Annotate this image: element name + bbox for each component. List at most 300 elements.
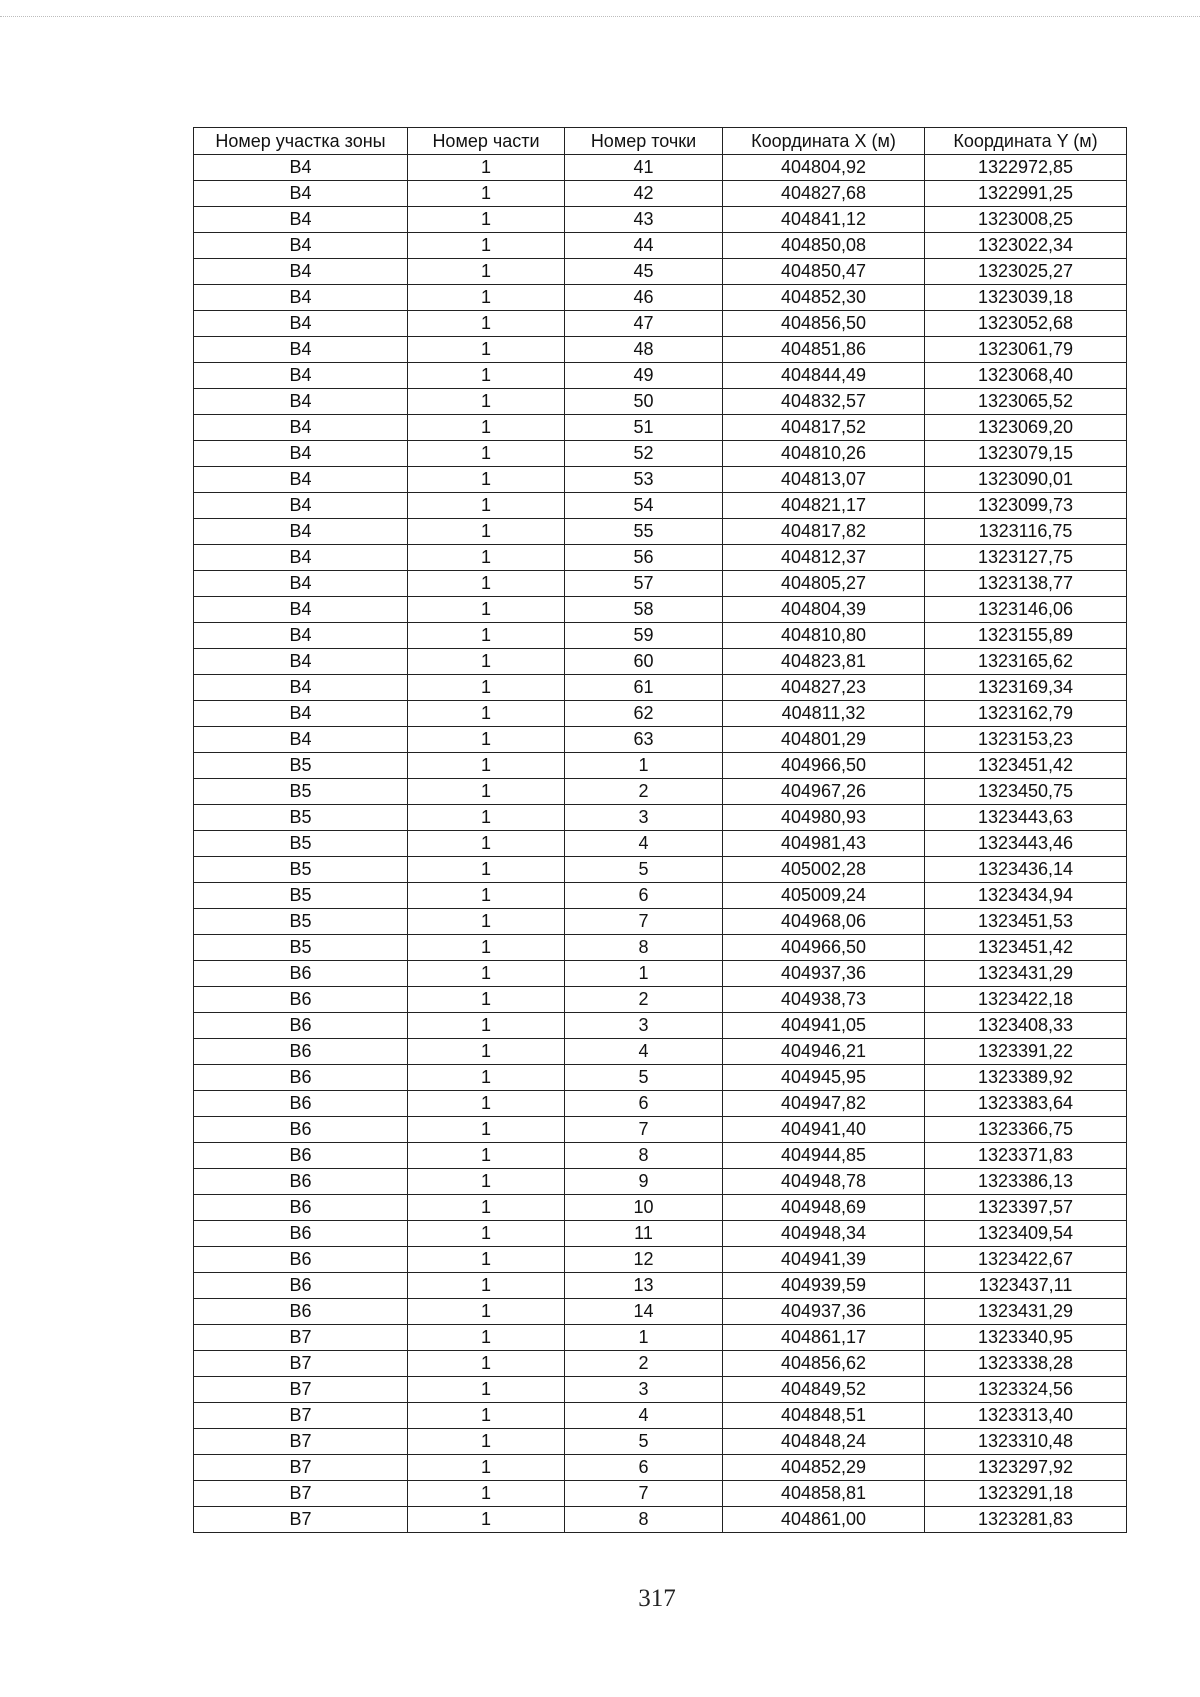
table-row bbox=[194, 1481, 1127, 1507]
cell-coordinate-y: 1323065,52 bbox=[925, 389, 1127, 415]
table-row bbox=[194, 883, 1127, 909]
table-row bbox=[194, 727, 1127, 753]
cell-coordinate-x: 404858,81 bbox=[723, 1481, 925, 1507]
table-row bbox=[194, 1169, 1127, 1195]
cell-part-number: 1 bbox=[408, 987, 565, 1013]
cell-point-number: 1 bbox=[565, 1325, 723, 1351]
cell-coordinate-y: 1323022,34 bbox=[925, 233, 1127, 259]
cell-part-number: 1 bbox=[408, 883, 565, 909]
cell-coordinate-y: 1323052,68 bbox=[925, 311, 1127, 337]
cell-coordinate-x: 404817,52 bbox=[723, 415, 925, 441]
cell-coordinate-x: 404948,78 bbox=[723, 1169, 925, 1195]
cell-coordinate-y: 1323146,06 bbox=[925, 597, 1127, 623]
cell-part-number: 1 bbox=[408, 1013, 565, 1039]
cell-part-number: 1 bbox=[408, 1377, 565, 1403]
cell-coordinate-x: 404811,32 bbox=[723, 701, 925, 727]
cell-point-number: 8 bbox=[565, 1143, 723, 1169]
cell-part-number: 1 bbox=[408, 831, 565, 857]
cell-point-number: 2 bbox=[565, 1351, 723, 1377]
table-row bbox=[194, 1195, 1127, 1221]
cell-coordinate-x: 404948,34 bbox=[723, 1221, 925, 1247]
cell-zone-section: В6 bbox=[194, 1195, 408, 1221]
table-row bbox=[194, 207, 1127, 233]
cell-point-number: 3 bbox=[565, 805, 723, 831]
table-row bbox=[194, 233, 1127, 259]
cell-coordinate-x: 404805,27 bbox=[723, 571, 925, 597]
cell-zone-section: В4 bbox=[194, 181, 408, 207]
cell-zone-section: В4 bbox=[194, 311, 408, 337]
table-row bbox=[194, 285, 1127, 311]
cell-coordinate-x: 404841,12 bbox=[723, 207, 925, 233]
cell-point-number: 51 bbox=[565, 415, 723, 441]
cell-coordinate-x: 404966,50 bbox=[723, 935, 925, 961]
cell-zone-section: В4 bbox=[194, 649, 408, 675]
cell-point-number: 2 bbox=[565, 987, 723, 1013]
cell-part-number: 1 bbox=[408, 181, 565, 207]
cell-part-number: 1 bbox=[408, 571, 565, 597]
cell-point-number: 57 bbox=[565, 571, 723, 597]
cell-coordinate-x: 404851,86 bbox=[723, 337, 925, 363]
table-row bbox=[194, 1065, 1127, 1091]
cell-point-number: 1 bbox=[565, 961, 723, 987]
cell-zone-section: В6 bbox=[194, 1273, 408, 1299]
cell-point-number: 60 bbox=[565, 649, 723, 675]
cell-coordinate-y: 1323165,62 bbox=[925, 649, 1127, 675]
cell-part-number: 1 bbox=[408, 1481, 565, 1507]
cell-point-number: 1 bbox=[565, 753, 723, 779]
cell-part-number: 1 bbox=[408, 441, 565, 467]
cell-coordinate-y: 1323443,46 bbox=[925, 831, 1127, 857]
cell-coordinate-y: 1323169,34 bbox=[925, 675, 1127, 701]
cell-coordinate-y: 1323422,18 bbox=[925, 987, 1127, 1013]
cell-part-number: 1 bbox=[408, 1299, 565, 1325]
table-row bbox=[194, 415, 1127, 441]
cell-coordinate-y: 1323389,92 bbox=[925, 1065, 1127, 1091]
table-row bbox=[194, 389, 1127, 415]
cell-point-number: 52 bbox=[565, 441, 723, 467]
cell-coordinate-y: 1323061,79 bbox=[925, 337, 1127, 363]
cell-zone-section: В4 bbox=[194, 415, 408, 441]
page-number: 317 bbox=[638, 1585, 676, 1612]
table-row bbox=[194, 909, 1127, 935]
cell-zone-section: В4 bbox=[194, 467, 408, 493]
cell-coordinate-y: 1323068,40 bbox=[925, 363, 1127, 389]
cell-point-number: 9 bbox=[565, 1169, 723, 1195]
cell-coordinate-y: 1323099,73 bbox=[925, 493, 1127, 519]
cell-coordinate-x: 404852,29 bbox=[723, 1455, 925, 1481]
table-row bbox=[194, 519, 1127, 545]
cell-zone-section: В6 bbox=[194, 1117, 408, 1143]
cell-coordinate-y: 1323162,79 bbox=[925, 701, 1127, 727]
cell-coordinate-x: 404812,37 bbox=[723, 545, 925, 571]
cell-coordinate-y: 1323069,20 bbox=[925, 415, 1127, 441]
cell-coordinate-y: 1323297,92 bbox=[925, 1455, 1127, 1481]
cell-point-number: 3 bbox=[565, 1377, 723, 1403]
table-row bbox=[194, 259, 1127, 285]
header-point-number: Номер точки bbox=[565, 128, 723, 155]
cell-part-number: 1 bbox=[408, 1351, 565, 1377]
cell-coordinate-x: 404938,73 bbox=[723, 987, 925, 1013]
table-row bbox=[194, 779, 1127, 805]
cell-part-number: 1 bbox=[408, 779, 565, 805]
cell-point-number: 54 bbox=[565, 493, 723, 519]
cell-point-number: 49 bbox=[565, 363, 723, 389]
cell-coordinate-y: 1323090,01 bbox=[925, 467, 1127, 493]
cell-zone-section: В7 bbox=[194, 1429, 408, 1455]
table-row bbox=[194, 1507, 1127, 1533]
table-row bbox=[194, 1039, 1127, 1065]
cell-part-number: 1 bbox=[408, 519, 565, 545]
cell-coordinate-x: 404848,51 bbox=[723, 1403, 925, 1429]
cell-point-number: 45 bbox=[565, 259, 723, 285]
cell-coordinate-y: 1323386,13 bbox=[925, 1169, 1127, 1195]
table-row bbox=[194, 1091, 1127, 1117]
table-row bbox=[194, 649, 1127, 675]
cell-point-number: 46 bbox=[565, 285, 723, 311]
cell-zone-section: В4 bbox=[194, 571, 408, 597]
table-row bbox=[194, 961, 1127, 987]
table-row bbox=[194, 363, 1127, 389]
cell-coordinate-x: 404945,95 bbox=[723, 1065, 925, 1091]
cell-part-number: 1 bbox=[408, 493, 565, 519]
cell-point-number: 47 bbox=[565, 311, 723, 337]
cell-zone-section: В6 bbox=[194, 1039, 408, 1065]
cell-point-number: 59 bbox=[565, 623, 723, 649]
cell-zone-section: В7 bbox=[194, 1351, 408, 1377]
table-row bbox=[194, 1429, 1127, 1455]
cell-part-number: 1 bbox=[408, 1221, 565, 1247]
cell-coordinate-y: 1323281,83 bbox=[925, 1507, 1127, 1533]
cell-point-number: 42 bbox=[565, 181, 723, 207]
cell-coordinate-y: 1323443,63 bbox=[925, 805, 1127, 831]
cell-zone-section: В4 bbox=[194, 363, 408, 389]
cell-coordinate-y: 1323138,77 bbox=[925, 571, 1127, 597]
cell-point-number: 55 bbox=[565, 519, 723, 545]
table-header bbox=[194, 128, 1127, 155]
cell-zone-section: В4 bbox=[194, 441, 408, 467]
cell-coordinate-y: 1323153,23 bbox=[925, 727, 1127, 753]
cell-part-number: 1 bbox=[408, 805, 565, 831]
cell-point-number: 63 bbox=[565, 727, 723, 753]
cell-zone-section: В6 bbox=[194, 1299, 408, 1325]
table-row bbox=[194, 1299, 1127, 1325]
cell-zone-section: В7 bbox=[194, 1325, 408, 1351]
cell-coordinate-y: 1323340,95 bbox=[925, 1325, 1127, 1351]
table-row bbox=[194, 155, 1127, 181]
cell-coordinate-y: 1323310,48 bbox=[925, 1429, 1127, 1455]
table-row bbox=[194, 753, 1127, 779]
table-row bbox=[194, 675, 1127, 701]
cell-coordinate-x: 404939,59 bbox=[723, 1273, 925, 1299]
table-row bbox=[194, 831, 1127, 857]
cell-coordinate-y: 1323451,42 bbox=[925, 935, 1127, 961]
cell-part-number: 1 bbox=[408, 1403, 565, 1429]
cell-part-number: 1 bbox=[408, 1195, 565, 1221]
cell-point-number: 3 bbox=[565, 1013, 723, 1039]
cell-part-number: 1 bbox=[408, 415, 565, 441]
cell-part-number: 1 bbox=[408, 1429, 565, 1455]
cell-coordinate-x: 404813,07 bbox=[723, 467, 925, 493]
cell-coordinate-y: 1323025,27 bbox=[925, 259, 1127, 285]
cell-part-number: 1 bbox=[408, 207, 565, 233]
cell-zone-section: В6 bbox=[194, 1247, 408, 1273]
cell-coordinate-y: 1323397,57 bbox=[925, 1195, 1127, 1221]
cell-zone-section: В4 bbox=[194, 155, 408, 181]
cell-point-number: 7 bbox=[565, 909, 723, 935]
cell-point-number: 43 bbox=[565, 207, 723, 233]
cell-coordinate-x: 405002,28 bbox=[723, 857, 925, 883]
cell-coordinate-x: 404861,00 bbox=[723, 1507, 925, 1533]
cell-coordinate-x: 404844,49 bbox=[723, 363, 925, 389]
cell-point-number: 58 bbox=[565, 597, 723, 623]
cell-point-number: 11 bbox=[565, 1221, 723, 1247]
cell-coordinate-x: 404849,52 bbox=[723, 1377, 925, 1403]
cell-coordinate-x: 404801,29 bbox=[723, 727, 925, 753]
table-row bbox=[194, 935, 1127, 961]
cell-part-number: 1 bbox=[408, 1117, 565, 1143]
cell-coordinate-y: 1322972,85 bbox=[925, 155, 1127, 181]
cell-coordinate-x: 404980,93 bbox=[723, 805, 925, 831]
cell-zone-section: В6 bbox=[194, 1169, 408, 1195]
cell-coordinate-y: 1323079,15 bbox=[925, 441, 1127, 467]
cell-zone-section: В4 bbox=[194, 701, 408, 727]
cell-part-number: 1 bbox=[408, 285, 565, 311]
cell-coordinate-y: 1323155,89 bbox=[925, 623, 1127, 649]
table-row bbox=[194, 467, 1127, 493]
cell-part-number: 1 bbox=[408, 311, 565, 337]
cell-zone-section: В4 bbox=[194, 727, 408, 753]
cell-zone-section: В7 bbox=[194, 1455, 408, 1481]
table-row bbox=[194, 311, 1127, 337]
cell-part-number: 1 bbox=[408, 701, 565, 727]
scan-edge-line bbox=[0, 16, 1200, 17]
cell-coordinate-y: 1323434,94 bbox=[925, 883, 1127, 909]
cell-coordinate-x: 404948,69 bbox=[723, 1195, 925, 1221]
cell-part-number: 1 bbox=[408, 961, 565, 987]
cell-zone-section: В4 bbox=[194, 623, 408, 649]
cell-point-number: 13 bbox=[565, 1273, 723, 1299]
cell-coordinate-x: 404967,26 bbox=[723, 779, 925, 805]
table-row bbox=[194, 1403, 1127, 1429]
cell-coordinate-x: 404804,92 bbox=[723, 155, 925, 181]
table-row bbox=[194, 493, 1127, 519]
cell-zone-section: В4 bbox=[194, 337, 408, 363]
table-row bbox=[194, 1273, 1127, 1299]
cell-coordinate-y: 1323127,75 bbox=[925, 545, 1127, 571]
cell-point-number: 44 bbox=[565, 233, 723, 259]
table-row bbox=[194, 1455, 1127, 1481]
cell-point-number: 6 bbox=[565, 1091, 723, 1117]
cell-point-number: 62 bbox=[565, 701, 723, 727]
cell-coordinate-x: 404861,17 bbox=[723, 1325, 925, 1351]
cell-coordinate-y: 1323116,75 bbox=[925, 519, 1127, 545]
cell-part-number: 1 bbox=[408, 389, 565, 415]
cell-coordinate-x: 404848,24 bbox=[723, 1429, 925, 1455]
cell-coordinate-x: 404966,50 bbox=[723, 753, 925, 779]
cell-point-number: 6 bbox=[565, 1455, 723, 1481]
cell-zone-section: В4 bbox=[194, 519, 408, 545]
cell-point-number: 2 bbox=[565, 779, 723, 805]
cell-coordinate-x: 404821,17 bbox=[723, 493, 925, 519]
cell-zone-section: В7 bbox=[194, 1403, 408, 1429]
cell-coordinate-y: 1323431,29 bbox=[925, 961, 1127, 987]
cell-coordinate-x: 404832,57 bbox=[723, 389, 925, 415]
cell-part-number: 1 bbox=[408, 1325, 565, 1351]
cell-coordinate-x: 404941,40 bbox=[723, 1117, 925, 1143]
cell-zone-section: В4 bbox=[194, 545, 408, 571]
cell-part-number: 1 bbox=[408, 1169, 565, 1195]
cell-zone-section: В7 bbox=[194, 1481, 408, 1507]
table-row bbox=[194, 1325, 1127, 1351]
cell-zone-section: В6 bbox=[194, 1091, 408, 1117]
cell-coordinate-x: 404856,62 bbox=[723, 1351, 925, 1377]
cell-part-number: 1 bbox=[408, 727, 565, 753]
table-row bbox=[194, 545, 1127, 571]
cell-coordinate-x: 404946,21 bbox=[723, 1039, 925, 1065]
cell-coordinate-x: 404827,68 bbox=[723, 181, 925, 207]
cell-zone-section: В5 bbox=[194, 779, 408, 805]
cell-coordinate-x: 405009,24 bbox=[723, 883, 925, 909]
cell-zone-section: В6 bbox=[194, 1221, 408, 1247]
cell-point-number: 48 bbox=[565, 337, 723, 363]
cell-part-number: 1 bbox=[408, 623, 565, 649]
header-part-number: Номер части bbox=[408, 128, 565, 155]
cell-coordinate-y: 1323291,18 bbox=[925, 1481, 1127, 1507]
cell-zone-section: В6 bbox=[194, 961, 408, 987]
cell-point-number: 12 bbox=[565, 1247, 723, 1273]
cell-point-number: 5 bbox=[565, 857, 723, 883]
table-row bbox=[194, 987, 1127, 1013]
table-row bbox=[194, 623, 1127, 649]
cell-part-number: 1 bbox=[408, 155, 565, 181]
cell-zone-section: В5 bbox=[194, 935, 408, 961]
cell-part-number: 1 bbox=[408, 363, 565, 389]
cell-coordinate-y: 1323008,25 bbox=[925, 207, 1127, 233]
cell-coordinate-x: 404856,50 bbox=[723, 311, 925, 337]
cell-part-number: 1 bbox=[408, 545, 565, 571]
table-row bbox=[194, 1377, 1127, 1403]
cell-point-number: 50 bbox=[565, 389, 723, 415]
cell-point-number: 4 bbox=[565, 831, 723, 857]
cell-part-number: 1 bbox=[408, 597, 565, 623]
cell-part-number: 1 bbox=[408, 1247, 565, 1273]
cell-part-number: 1 bbox=[408, 1039, 565, 1065]
cell-zone-section: В7 bbox=[194, 1377, 408, 1403]
cell-coordinate-x: 404850,08 bbox=[723, 233, 925, 259]
cell-point-number: 8 bbox=[565, 1507, 723, 1533]
cell-coordinate-x: 404827,23 bbox=[723, 675, 925, 701]
cell-part-number: 1 bbox=[408, 1091, 565, 1117]
cell-coordinate-x: 404804,39 bbox=[723, 597, 925, 623]
cell-coordinate-x: 404937,36 bbox=[723, 961, 925, 987]
cell-zone-section: В7 bbox=[194, 1507, 408, 1533]
cell-coordinate-x: 404937,36 bbox=[723, 1299, 925, 1325]
cell-coordinate-y: 1322991,25 bbox=[925, 181, 1127, 207]
cell-point-number: 61 bbox=[565, 675, 723, 701]
cell-point-number: 6 bbox=[565, 883, 723, 909]
cell-coordinate-x: 404817,82 bbox=[723, 519, 925, 545]
cell-coordinate-y: 1323338,28 bbox=[925, 1351, 1127, 1377]
cell-coordinate-x: 404941,39 bbox=[723, 1247, 925, 1273]
cell-zone-section: В4 bbox=[194, 207, 408, 233]
cell-coordinate-x: 404810,26 bbox=[723, 441, 925, 467]
cell-part-number: 1 bbox=[408, 857, 565, 883]
header-row bbox=[194, 128, 1127, 155]
table-row bbox=[194, 1247, 1127, 1273]
cell-coordinate-y: 1323408,33 bbox=[925, 1013, 1127, 1039]
cell-zone-section: В4 bbox=[194, 259, 408, 285]
cell-coordinate-x: 404941,05 bbox=[723, 1013, 925, 1039]
cell-zone-section: В5 bbox=[194, 883, 408, 909]
cell-coordinate-y: 1323313,40 bbox=[925, 1403, 1127, 1429]
cell-coordinate-y: 1323409,54 bbox=[925, 1221, 1127, 1247]
cell-coordinate-y: 1323436,14 bbox=[925, 857, 1127, 883]
table-row bbox=[194, 857, 1127, 883]
cell-zone-section: В4 bbox=[194, 233, 408, 259]
cell-part-number: 1 bbox=[408, 1507, 565, 1533]
cell-point-number: 10 bbox=[565, 1195, 723, 1221]
cell-zone-section: В4 bbox=[194, 675, 408, 701]
cell-part-number: 1 bbox=[408, 337, 565, 363]
cell-part-number: 1 bbox=[408, 675, 565, 701]
table-row bbox=[194, 1221, 1127, 1247]
header-coordinate-y: Координата Y (м) bbox=[925, 128, 1127, 155]
cell-zone-section: В5 bbox=[194, 805, 408, 831]
table-row bbox=[194, 1143, 1127, 1169]
table-row bbox=[194, 441, 1127, 467]
cell-coordinate-y: 1323431,29 bbox=[925, 1299, 1127, 1325]
cell-point-number: 5 bbox=[565, 1065, 723, 1091]
cell-coordinate-y: 1323451,53 bbox=[925, 909, 1127, 935]
cell-point-number: 7 bbox=[565, 1481, 723, 1507]
cell-coordinate-y: 1323324,56 bbox=[925, 1377, 1127, 1403]
cell-point-number: 4 bbox=[565, 1039, 723, 1065]
cell-zone-section: В6 bbox=[194, 1143, 408, 1169]
table-row bbox=[194, 1351, 1127, 1377]
cell-point-number: 8 bbox=[565, 935, 723, 961]
cell-coordinate-y: 1323383,64 bbox=[925, 1091, 1127, 1117]
cell-part-number: 1 bbox=[408, 1143, 565, 1169]
cell-coordinate-x: 404968,06 bbox=[723, 909, 925, 935]
cell-part-number: 1 bbox=[408, 467, 565, 493]
cell-coordinate-y: 1323437,11 bbox=[925, 1273, 1127, 1299]
cell-coordinate-y: 1323450,75 bbox=[925, 779, 1127, 805]
cell-point-number: 4 bbox=[565, 1403, 723, 1429]
cell-zone-section: В4 bbox=[194, 493, 408, 519]
cell-part-number: 1 bbox=[408, 909, 565, 935]
cell-coordinate-x: 404852,30 bbox=[723, 285, 925, 311]
header-zone-section: Номер участка зоны bbox=[194, 128, 408, 155]
cell-part-number: 1 bbox=[408, 935, 565, 961]
table-row bbox=[194, 805, 1127, 831]
table-row bbox=[194, 1013, 1127, 1039]
cell-coordinate-y: 1323366,75 bbox=[925, 1117, 1127, 1143]
cell-zone-section: В6 bbox=[194, 1013, 408, 1039]
table-row bbox=[194, 1117, 1127, 1143]
coordinates-table bbox=[193, 127, 1127, 1533]
cell-part-number: 1 bbox=[408, 1273, 565, 1299]
cell-coordinate-x: 404823,81 bbox=[723, 649, 925, 675]
cell-zone-section: В6 bbox=[194, 1065, 408, 1091]
cell-coordinate-y: 1323451,42 bbox=[925, 753, 1127, 779]
cell-zone-section: В4 bbox=[194, 597, 408, 623]
cell-coordinate-y: 1323039,18 bbox=[925, 285, 1127, 311]
cell-zone-section: В4 bbox=[194, 285, 408, 311]
cell-point-number: 7 bbox=[565, 1117, 723, 1143]
cell-point-number: 5 bbox=[565, 1429, 723, 1455]
cell-coordinate-x: 404981,43 bbox=[723, 831, 925, 857]
cell-part-number: 1 bbox=[408, 1455, 565, 1481]
